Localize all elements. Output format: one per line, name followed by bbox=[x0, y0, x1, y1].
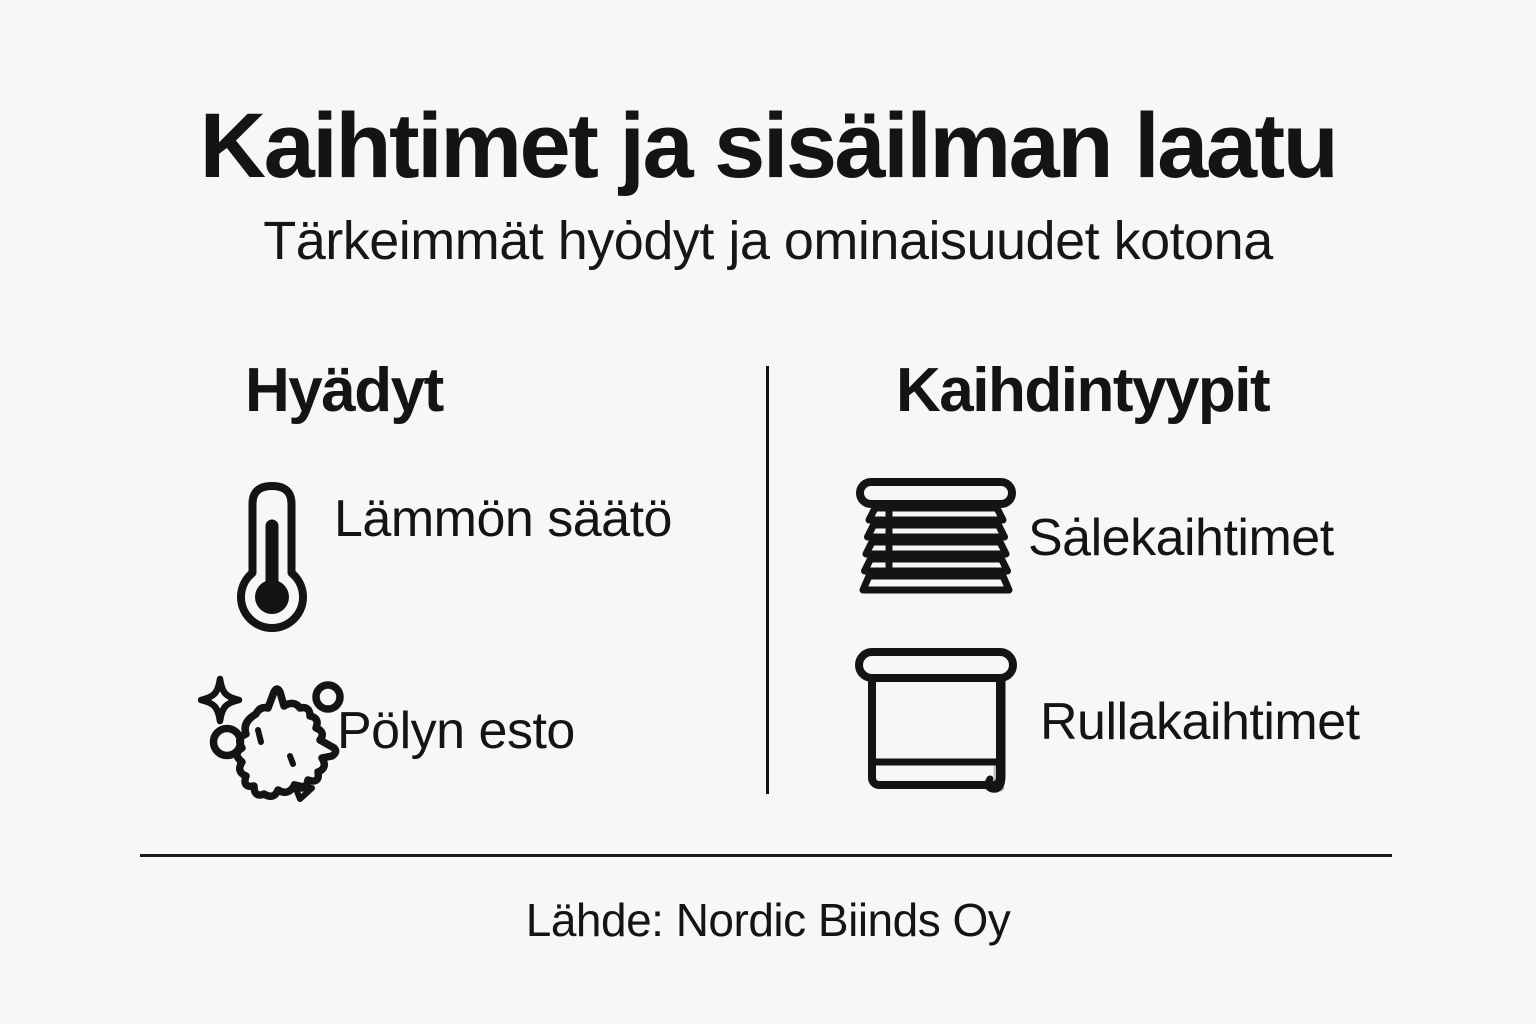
footer-divider bbox=[140, 854, 1392, 857]
page-subtitle: Tärkeimmät hyȯdyt ja ominaisuudet kotona bbox=[263, 211, 1273, 271]
column-divider bbox=[766, 366, 769, 794]
page-title: Kaihtimet ja sisäilman laatu bbox=[199, 95, 1337, 197]
source-text: Lähde: Nordic Biinds Oy bbox=[525, 894, 1011, 946]
blind-type-label-roller: Rullakaihtimet bbox=[1040, 693, 1360, 751]
blind-types-heading: Kaihdintyypit bbox=[896, 356, 1270, 425]
thermometer-icon bbox=[234, 478, 310, 636]
benefits-heading: Hyädyt bbox=[245, 356, 443, 425]
venetian-blind-icon bbox=[855, 477, 1017, 603]
dust-icon bbox=[198, 672, 360, 804]
benefit-label-dust: Pölyn esto bbox=[337, 702, 575, 760]
blind-type-label-venetian: Sȧlekaihtimet bbox=[1028, 509, 1334, 567]
benefit-label-heat: Lämmön säätö bbox=[334, 490, 672, 548]
roller-blind-icon bbox=[855, 648, 1017, 800]
